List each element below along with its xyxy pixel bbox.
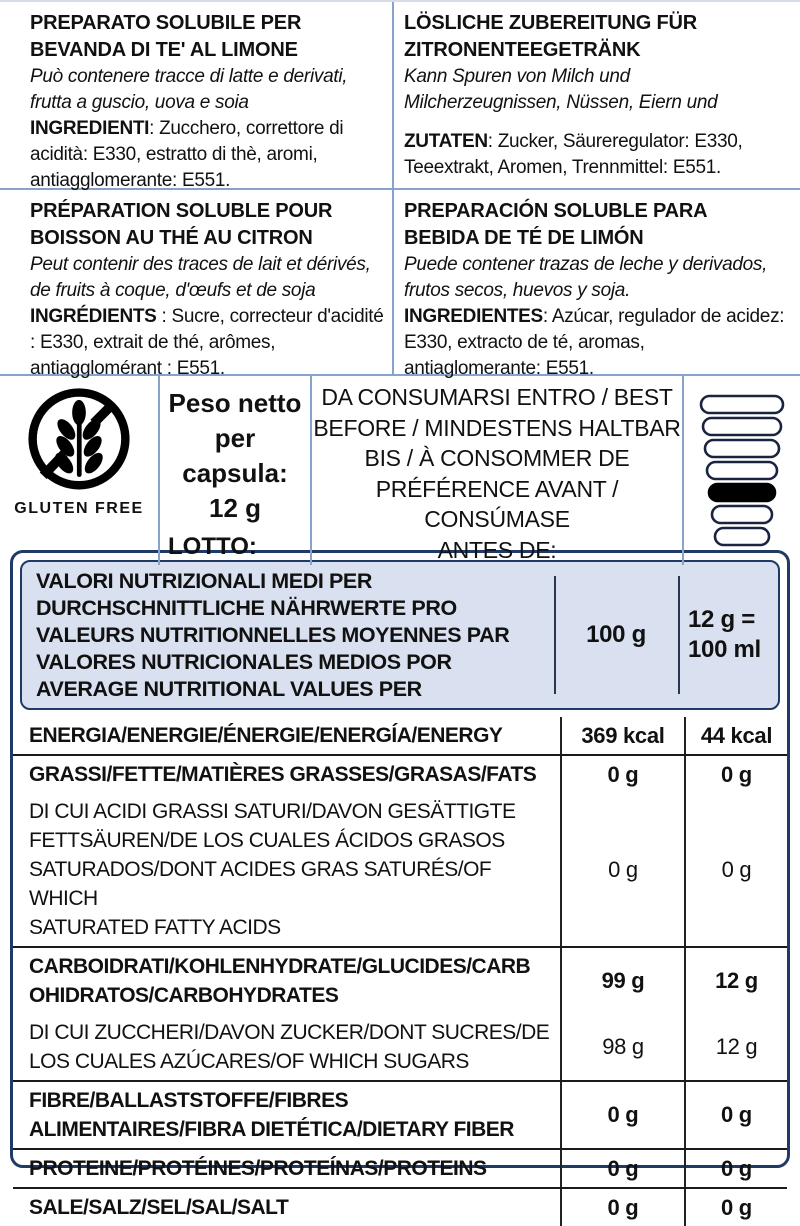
ingredients-label-fr: INGRÉDIENTS bbox=[30, 306, 157, 327]
allergen-statement-fr: Peut contenir des traces de lait et dérivés, de fruits à coque, d'œufs et de soja bbox=[30, 254, 371, 301]
product-title-it: PREPARATO SOLUBILE PER BEVANDA DI TE' AL LIMONE bbox=[30, 12, 302, 61]
section-italian bbox=[0, 2, 392, 190]
allergen-statement-de: Kann Spuren von Milch und Milcherzeugnissen, Nüssen, Eiern und bbox=[404, 66, 718, 113]
row-sub-label: DI CUI ACIDI GRASSI SATURI/DAVON GESÄTTIGTE FETTSÄUREN/DE LOS CUALES ÁCIDOS GRASOS SATURADOS/DONT ACIDES GRAS SATURÉS/OF WHICH SATURATED FATTY ACIDS bbox=[29, 800, 516, 939]
value-capsule: 12 g bbox=[684, 948, 787, 1014]
table-row-carbohydrates bbox=[13, 946, 787, 1080]
language-sections-grid bbox=[0, 0, 800, 379]
ingredients-text-fr: : Sucre, correcteur d'acidité : E330, extrait de thé, arômes, antiagglomérant : E551. bbox=[30, 306, 384, 379]
nutrition-table-title: VALORI NUTRIZIONALI MEDI PER DURCHSCHNITTLICHE NÄHRWERTE PRO VALEURS NUTRITIONNELLES MOYENNES PAR VALORES NUTRICIONALES MEDIOS POR AVERAGE NUTRITIONAL VALUES PER bbox=[36, 568, 510, 701]
nutrition-table-body bbox=[13, 717, 787, 1226]
nutrition-table-header bbox=[20, 560, 780, 710]
ingredients-it bbox=[30, 116, 384, 194]
table-row-salt bbox=[13, 1187, 787, 1226]
column-header-100g: 100 g bbox=[554, 562, 678, 708]
value-100g: 0 g bbox=[560, 756, 684, 793]
row-sub-label: DI CUI ZUCCHERI/DAVON ZUCKER/DONT SUCRES/DE LOS CUALES AZÚCARES/OF WHICH SUGARS bbox=[29, 1021, 550, 1073]
value-100g: 0 g bbox=[560, 1150, 684, 1187]
value-capsule: 0 g bbox=[684, 1082, 787, 1148]
gluten-free-badge bbox=[0, 376, 158, 565]
row-label: CARBOIDRATI/KOHLENHYDRATE/GLUCIDES/CARB OHIDRATOS/CARBOHYDRATES bbox=[29, 955, 531, 1007]
sub-value-100g: 0 g bbox=[560, 793, 684, 946]
intensity-scale bbox=[682, 376, 800, 565]
section-french bbox=[0, 190, 392, 379]
sub-value-100g: 98 g bbox=[560, 1014, 684, 1080]
row-label: ENERGIA/ENERGIE/ÉNERGIE/ENERGÍA/ENERGY bbox=[29, 724, 503, 747]
section-german bbox=[392, 2, 800, 190]
row-label: SALE/SALZ/SEL/SAL/SALT bbox=[29, 1196, 289, 1219]
sub-value-capsule: 12 g bbox=[684, 1014, 787, 1080]
intensity-scale-icon bbox=[694, 394, 790, 548]
lot-label: LOTTO: bbox=[168, 533, 257, 560]
value-100g: 0 g bbox=[560, 1189, 684, 1226]
column-header-capsule: 12 g = 100 ml bbox=[678, 562, 778, 708]
best-before-block bbox=[310, 376, 682, 565]
product-title-fr: PRÉPARATION SOLUBLE POUR BOISSON AU THÉ AU CITRON bbox=[30, 200, 333, 249]
value-capsule: 0 g bbox=[684, 756, 787, 793]
sub-value-capsule: 0 g bbox=[684, 793, 787, 946]
value-100g: 99 g bbox=[560, 948, 684, 1014]
row-label: FIBRE/BALLASTSTOFFE/FIBRES ALIMENTAIRES/FIBRA DIETÉTICA/DIETARY FIBER bbox=[29, 1089, 514, 1141]
info-band bbox=[0, 374, 800, 563]
wheat-glyph bbox=[52, 400, 106, 477]
ingredients-text-de: : Zucker, Säureregulator: E330, Teeextrakt, Aromen, Trennmittel: E551. bbox=[404, 131, 743, 178]
ingredients-label-it: INGREDIENTI bbox=[30, 118, 150, 139]
ingredients-label-es: INGREDIENTES bbox=[404, 306, 543, 327]
nutrition-table bbox=[10, 550, 790, 1220]
row-label: GRASSI/FETTE/MATIÈRES GRASSES/GRASAS/FATS bbox=[29, 763, 537, 786]
ingredients-de bbox=[404, 129, 786, 181]
best-before-text: DA CONSUMARSI ENTRO / BEST BEFORE / MINDESTENS HALTBAR BIS / À CONSOMMER DE PRÉFÉRENCE AVANT / CONSÚMASE ANTES DE: bbox=[313, 384, 681, 563]
ingredients-es bbox=[404, 304, 786, 382]
value-capsule: 44 kcal bbox=[684, 717, 787, 754]
ingredients-fr bbox=[30, 304, 384, 382]
allergen-statement-it: Può contenere tracce di latte e derivati, frutta a guscio, uova e soia bbox=[30, 66, 348, 113]
table-row-proteins bbox=[13, 1148, 787, 1187]
net-weight-block bbox=[158, 376, 310, 565]
row-label: PROTEINE/PROTÉINES/PROTEÍNAS/PROTEINS bbox=[29, 1157, 487, 1180]
section-spanish bbox=[392, 190, 800, 379]
gluten-free-icon bbox=[20, 384, 138, 498]
value-capsule: 0 g bbox=[684, 1189, 787, 1226]
allergen-statement-es: Puede contener trazas de leche y derivados, frutos secos, huevos y soja. bbox=[404, 254, 768, 301]
table-row-fats bbox=[13, 754, 787, 946]
value-100g: 0 g bbox=[560, 1082, 684, 1148]
ingredients-label-de: ZUTATEN bbox=[404, 131, 488, 152]
net-weight-text: Peso netto per capsula: 12 g bbox=[168, 388, 302, 523]
gluten-free-label: GLUTEN FREE bbox=[14, 500, 144, 517]
product-title-de: LÖSLICHE ZUBEREITUNG FÜR ZITRONENTEEGETRÄNK bbox=[404, 12, 697, 61]
value-100g: 369 kcal bbox=[560, 717, 684, 754]
ingredients-text-it: : Zucchero, correttore di acidità: E330, estratto di thè, aromi, antiagglomerante: E551. bbox=[30, 118, 344, 191]
product-title-es: PREPARACIÓN SOLUBLE PARA BEBIDA DE TÉ DE LIMÓN bbox=[404, 200, 707, 249]
table-row-energy bbox=[13, 717, 787, 754]
ingredients-text-es: : Azúcar, regulador de acidez: E330, extracto de té, aromas, antiaglomerante: E551. bbox=[404, 306, 785, 379]
value-capsule: 0 g bbox=[684, 1150, 787, 1187]
table-row-fiber bbox=[13, 1080, 787, 1148]
